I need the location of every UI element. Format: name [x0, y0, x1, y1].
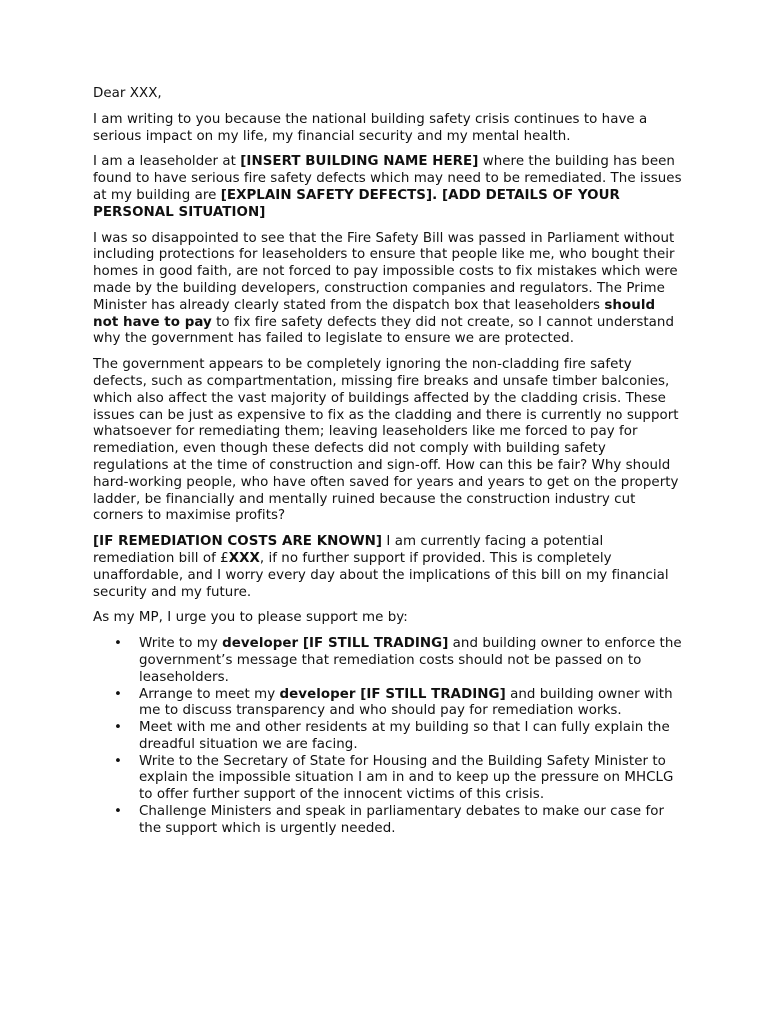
building-name-placeholder: [INSERT BUILDING NAME HERE]	[240, 154, 479, 170]
developer-placeholder: developer [IF STILL TRADING]	[222, 636, 449, 652]
paragraph-building	[93, 154, 682, 221]
amount-placeholder: XXX	[228, 550, 260, 566]
paragraph-request: As my MP, I urge you to please support me by:	[93, 610, 408, 626]
paragraph-remediation-costs	[93, 534, 682, 601]
bullet-icon: •	[114, 804, 122, 820]
text: Meet with me and other residents at my building so that I can fully explain the dreadful situation we are facing.	[139, 720, 670, 752]
list-item	[93, 636, 682, 686]
text: I am currently facing a potential remediation bill of £	[93, 534, 604, 566]
list-item	[93, 804, 682, 838]
safety-defects-placeholder: [EXPLAIN SAFETY DEFECTS]. [ADD DETAILS OF YOUR PERSONAL SITUATION]	[93, 187, 620, 220]
bullet-icon: •	[114, 720, 122, 736]
developer-placeholder: developer [IF STILL TRADING]	[279, 686, 506, 702]
text: Write to the Secretary of State for Housing and the Building Safety Minister to explain the impossible situation I am in and to keep up the pressure on MHCLG to offer further support of the innocent victims of this crisis.	[139, 753, 674, 803]
text: , if no further support if provided. This is completely unaffordable, and I worry every day about the implications of this bill on my financial security and my future.	[93, 550, 669, 600]
text: Arrange to meet my	[139, 686, 280, 702]
paragraph-fire-safety-bill	[93, 231, 682, 349]
request-list	[93, 636, 682, 838]
list-item	[93, 754, 682, 804]
paragraph-intro: I am writing to you because the national building safety crisis continues to have a serious impact on my life, my financial security and my mental health.	[93, 111, 648, 144]
bullet-icon: •	[114, 686, 122, 702]
text: Challenge Ministers and speak in parliamentary debates to make our case for the support which is urgently needed.	[139, 804, 665, 836]
emphasis: should not have to pay	[93, 297, 656, 330]
text: where the building has been found to have serious fire safety defects which may need to be remediated. The issues at my building are	[93, 154, 682, 203]
list-item	[93, 720, 682, 754]
remediation-placeholder: [IF REMEDIATION COSTS ARE KNOWN]	[93, 534, 383, 550]
salutation: Dear XXX,	[93, 86, 162, 101]
text: to fix fire safety defects they did not create, so I cannot understand why the government has failed to legislate to ensure we are protected.	[93, 314, 675, 347]
bullet-icon: •	[114, 636, 122, 652]
text: Write to my	[139, 636, 223, 652]
text: I was so disappointed to see that the Fire Safety Bill was passed in Parliament without including protections for leaseholders to ensure that people like me, who bought their homes in good faith, are not forced to pay impossible costs to fix mistakes which were made by the building developers, construction companies and regulators. The Prime Minister has already clearly stated from the dispatch box that leaseholders	[93, 230, 678, 313]
list-item	[93, 687, 682, 721]
bullet-icon: •	[114, 753, 122, 769]
paragraph-non-cladding: The government appears to be completely ignoring the non-cladding fire safety defects, such as compartmentation, missing fire breaks and unsafe timber balconies, which also affect the vast majority of buildings affected by the cladding crisis. These issues can be just as expensive to fix as the cladding and there is currently no support whatsoever for remediating them; leaving leaseholders like me forced to pay for remediation, even though these defects did not comply with building safety regulations at the time of construction and sign-off. How can this be fair? Why should hard-working people, who have often saved for years and years to get on the property ladder, be financially and mentally ruined because the construction industry cut corners to maximise profits?	[93, 357, 679, 524]
text: and building owner to enforce the government’s message that remediation costs should not be passed on to leaseholders.	[139, 636, 682, 685]
text: I am a leaseholder at	[93, 154, 241, 170]
text: and building owner with me to discuss transparency and who should pay for remediation works.	[139, 686, 673, 719]
